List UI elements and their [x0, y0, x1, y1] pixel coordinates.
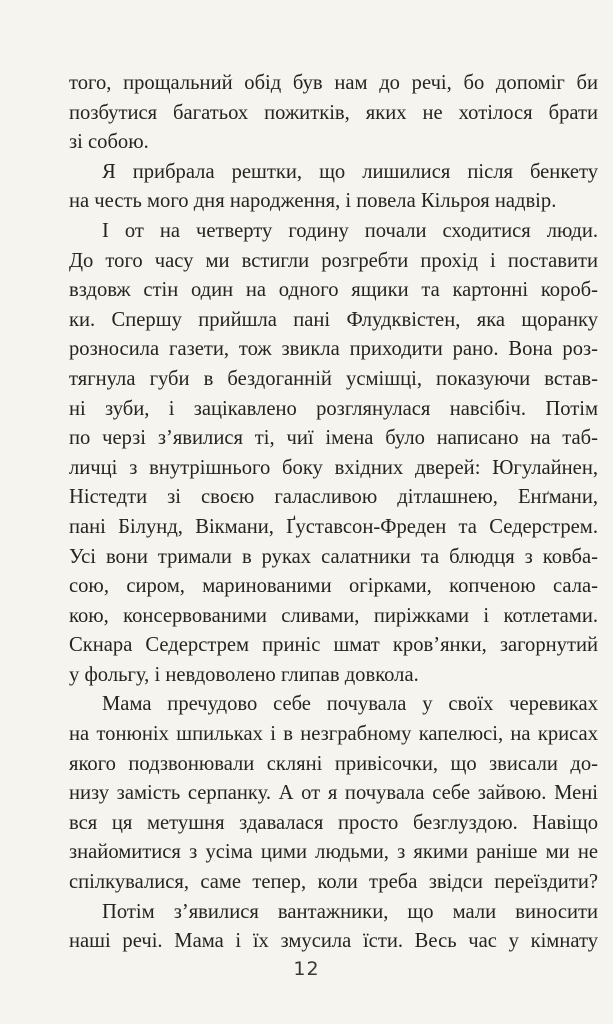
text-line: І от на четверту годину почали сходитися люди.	[102, 219, 598, 242]
text-line: ки. Спершу прийшла пані Флудквістен, яка щоранку	[69, 308, 598, 331]
text-line: спілкувалися, саме тепер, коли треба звідси переїздити?	[69, 871, 598, 894]
text-line: позбутися багатьох пожитків, яких не хотілося брати	[69, 101, 598, 124]
text-line: До того часу ми встигли розгребти прохід і поставити	[69, 249, 598, 272]
text-line: Скнара Седерстрем приніс шмат кров’янки, загорнутий	[69, 634, 598, 657]
text-line: на честь мого дня народження, і повела Кільроя надвір.	[69, 190, 557, 213]
text-line: Мама пречудово себе почувала у своїх черевиках	[102, 693, 598, 716]
text-line: личці з внутрішнього боку вхідних дверей: Югулайнен,	[69, 456, 598, 479]
text-line: наші речі. Мама і їх змусила їсти. Весь час у кімнату	[69, 930, 598, 953]
text-line: у фольгу, і невдоволено глипав довкола.	[69, 663, 419, 686]
text-line: пані Білунд, Вікмани, Ґуставсон-Фреден та Седерстрем.	[69, 515, 598, 538]
body-text	[69, 69, 598, 957]
text-line: низу замість серпанку. А от я почувала себе зайвою. Мені	[69, 782, 598, 805]
text-line: вся ця метушня здавалася просто безглуздою. Навіщо	[69, 811, 598, 834]
text-line: на тонюніх шпильках і в незграбному капелюсі, на крисах	[69, 723, 598, 746]
text-line: кою, консервованими сливами, пиріжками і котлетами.	[69, 604, 598, 627]
text-line: розносила газети, тож звикла приходити рано. Вона роз-	[69, 338, 598, 361]
text-line: вздовж стін один на одного ящики та картонні короб-	[69, 279, 598, 302]
text-line: по черзі з’явилися ті, чиї імена було написано на таб-	[69, 427, 598, 450]
text-line: Я прибрала рештки, що лишилися після бенкету	[102, 160, 598, 183]
text-line: зі собою.	[69, 131, 149, 154]
text-line: Ністедти зі своєю галасливою дітлашнею, Енґмани,	[69, 486, 598, 509]
text-line: знайомитися з усіма цими людьми, з якими раніше ми не	[69, 841, 598, 864]
page-number: 12	[293, 958, 320, 980]
text-line: сою, сиром, маринованими огірками, копченою сала-	[69, 575, 598, 598]
text-line: Усі вони тримали в руках салатники та блюдця з ковба-	[69, 545, 598, 568]
text-line: Потім з’явилися вантажники, що мали виносити	[102, 900, 598, 923]
text-line: того, прощальний обід був нам до речі, бо допоміг би	[69, 72, 598, 94]
text-line: ні зуби, і зацікавлено розглянулася навсібіч. Потім	[69, 397, 598, 420]
text-line: тягнула губи в бездоганній усмішці, показуючи встав-	[69, 367, 598, 390]
text-line: якого подзвонювали скляні привісочки, що звисали до-	[69, 752, 598, 775]
